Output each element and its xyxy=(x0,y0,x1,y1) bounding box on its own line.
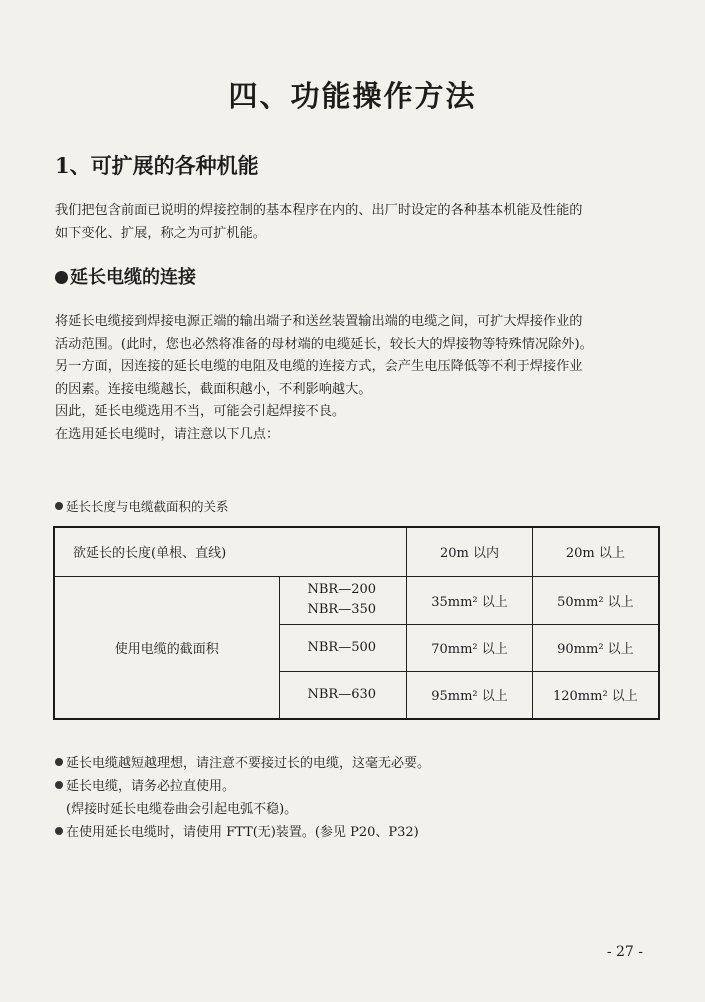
table-cell: 35mm² 以上 xyxy=(407,576,533,624)
section2-paragraph xyxy=(55,311,660,446)
section1-paragraph xyxy=(55,200,660,245)
table-caption xyxy=(55,497,229,515)
bullet-icon xyxy=(55,502,63,510)
model-label: NBR—200 xyxy=(307,582,377,597)
bullet-icon xyxy=(55,758,63,766)
bullet-icon xyxy=(55,781,63,789)
paragraph-line: 的因素。连接电缆越长，截面积越小，不利影响越大。 xyxy=(55,381,372,397)
page-title: 四、功能操作方法 xyxy=(228,79,477,113)
table-cell: 120mm² 以上 xyxy=(532,671,659,719)
table-row-header: 使用电缆的截面积 xyxy=(54,576,279,719)
list-item: 在使用延长电缆时，请使用 FTT(无)装置。(参见 P20、P32) xyxy=(55,821,430,844)
list-item: (焊接时延长电缆卷曲会引起电弧不稳)。 xyxy=(66,802,298,817)
cable-section-table xyxy=(53,526,660,720)
section-heading-extensions: 1、可扩展的各种机能 xyxy=(55,153,259,178)
paragraph-line: 我们把包含前面已说明的焊接控制的基本程序在内的、出厂时设定的各种基本机能及性能的 xyxy=(55,203,583,218)
table-cell-models xyxy=(279,576,407,624)
bullet-icon xyxy=(55,827,63,835)
section-heading-cable xyxy=(55,263,196,289)
paragraph-line: 因此，延长电缆选用不当，可能会引起焊接不良。 xyxy=(55,404,346,419)
table-row xyxy=(54,576,659,624)
bullet-icon xyxy=(55,271,68,284)
table-header-cell: 欲延长的长度(单根、直线) xyxy=(54,527,407,576)
list-item: 延长电缆，请务必拉直使用。 xyxy=(55,775,430,798)
page-number: - 27 - xyxy=(606,944,643,960)
table-caption-text: 延长长度与电缆截面积的关系 xyxy=(66,499,229,514)
paragraph-line: 在选用延长电缆时，请注意以下几点： xyxy=(55,426,280,442)
model-label: NBR—350 xyxy=(307,602,377,617)
table-cell: 95mm² 以上 xyxy=(407,671,533,719)
table-header-row xyxy=(54,527,659,576)
table-header-cell: 20m 以内 xyxy=(407,527,533,576)
notes-list xyxy=(55,752,430,844)
table-cell: 70mm² 以上 xyxy=(407,624,533,671)
list-item: 延长电缆越短越理想，请注意不要接过长的电缆，这毫无必要。 xyxy=(55,752,430,775)
table-cell: 90mm² 以上 xyxy=(532,624,659,671)
section-heading-text: 延长电缆的连接 xyxy=(70,267,196,288)
table-header-cell: 20m 以上 xyxy=(532,527,659,576)
table-cell-models: NBR—500 xyxy=(279,624,407,671)
paragraph-line: 另一方面，因连接的延长电缆的电阻及电缆的连接方式，会产生电压降低等不利于焊接作业 xyxy=(55,359,583,374)
paragraph-line: 活动范围。(此时，您也必然将准备的母材端的电缆延长，较长大的焊接物等特殊情况除外)。 xyxy=(55,336,593,352)
table-cell: 50mm² 以上 xyxy=(532,576,659,624)
paragraph-line: 如下变化、扩展，称之为可扩机能。 xyxy=(55,225,266,241)
paragraph-line: 将延长电缆接到焊接电源正端的输出端子和送丝装置输出端的电缆之间，可扩大焊接作业的 xyxy=(55,314,583,329)
table-cell-models: NBR—630 xyxy=(279,671,407,719)
